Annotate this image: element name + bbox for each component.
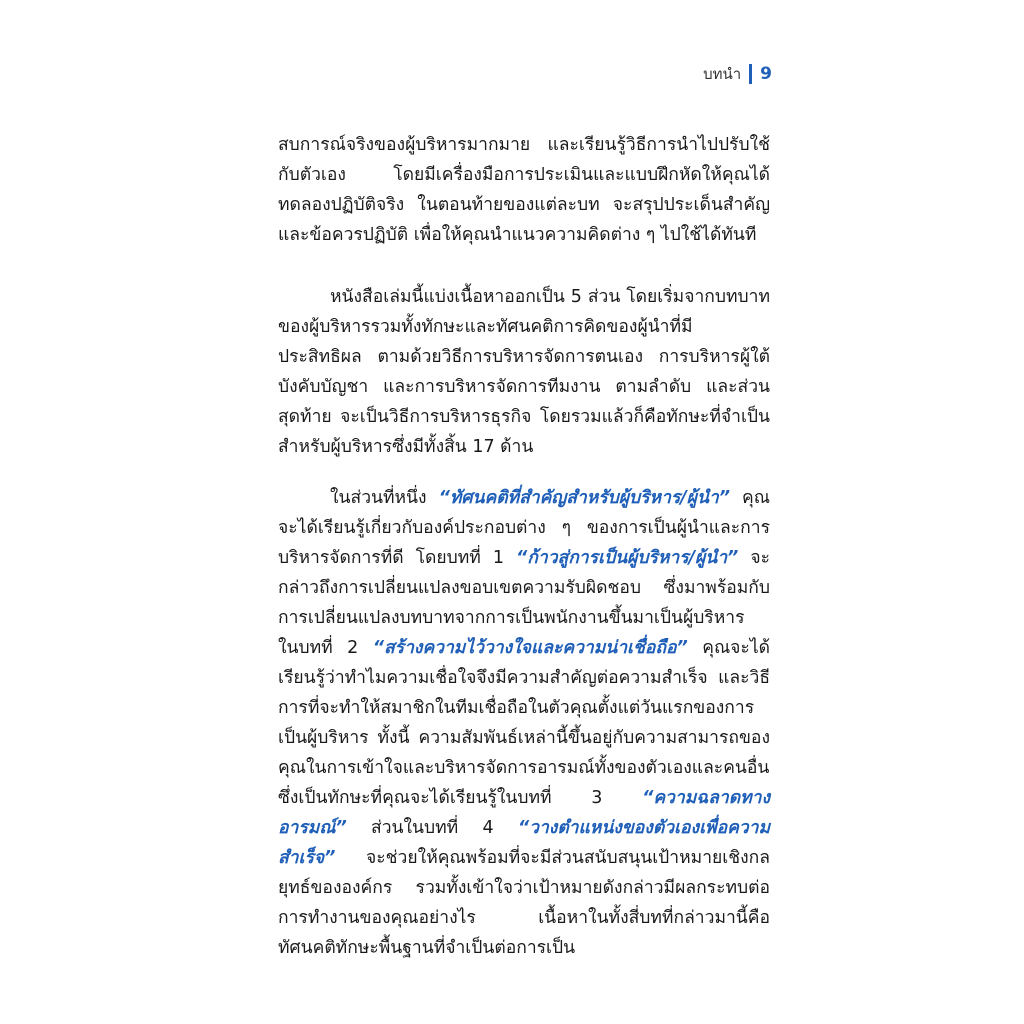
- paragraph-3-text: ส่วนในบทที่ 4: [346, 818, 518, 838]
- paragraph-3-text: จะช่วยให้คุณพร้อมที่จะมีส่วนสนับสนุนเป้าหมายเชิงกลยุทธ์ขององค์กร รวมทั้งเข้าใจว่าเป้าหมายดังกล่าวมีผลกระทบต่อการทำงานของคุณอย่างไร เนื้อหาในทั้งสี่บทที่กล่าวมานี้คือทัศนคติทักษะพื้นฐานที่จำเป็นต่อการเป็น: [278, 848, 770, 958]
- paragraph-3-text: คุณจะได้เรียนรู้ว่าทำไมความเชื่อใจจึงมีความสำคัญต่อความสำเร็จ และวิธีการที่จะทำให้สมาชิกในทีมเชื่อถือในตัวคุณตั้งแต่วันแรกของการเป็นผู้บริหาร ทั้งนี้ ความสัมพันธ์เหล่านี้ขึ้นอยู่กับความสามารถของคุณในการเข้าใจและบริหารจัดการอารมณ์ทั้งของตัวเองและคนอื่น ซึ่งเป็นทักษะที่คุณจะได้เรียนรู้ในบทที่ 3: [278, 638, 771, 808]
- emphasis-chapter-2-title: “สร้างความไว้วางใจและความน่าเชื่อถือ”: [372, 638, 688, 658]
- emphasis-chapter-3-title: “ความฉลาดทางอารมณ์”: [278, 788, 770, 838]
- paragraph-3-text: คุณจะได้เรียนรู้เกี่ยวกับองค์ประกอบต่าง ๆ ของการเป็นผู้นำและการบริหารจัดการที่ดี โดยบทที่ 1: [278, 488, 770, 568]
- paragraph-1: สบการณ์จริงของผู้บริหารมากมาย และเรียนรู้วิธีการนำไปปรับใช้กับตัวเอง โดยมีเครื่องมือการประเมินและแบบฝึกหัดให้คุณได้ทดลองปฏิบัติจริง ในตอนท้ายของแต่ละบท จะสรุปประเด็นสำคัญและข้อควรปฏิบัติ เพื่อให้คุณนำแนวความคิดต่าง ๆ ไปใช้ได้ทันที: [278, 135, 770, 245]
- paragraph-3-text: ในส่วนที่หนึ่ง: [330, 488, 439, 508]
- paragraph-2: หนังสือเล่มนี้แบ่งเนื้อหาออกเป็น 5 ส่วน โดยเริ่มจากบทบาทของผู้บริหารรวมทั้งทักษะและทัศนคติการคิดของผู้นำที่มีประสิทธิผล ตามด้วยวิธีการบริหารจัดการตนเอง การบริหารผู้ใต้บังคับบัญชา และการบริหารจัดการทีมงาน ตามลำดับ และส่วนสุดท้าย จะเป็นวิธีการบริหารธุรกิจ โดยรวมแล้วก็คือทักษะที่จำเป็นสำหรับผู้บริหารซึ่งมีทั้งสิ้น 17 ด้าน: [278, 287, 770, 457]
- paragraph-3-text: จะกล่าวถึงการเปลี่ยนแปลงขอบเขตความรับผิดชอบ ซึ่งมาพร้อมกับการเปลี่ยนแปลงบทบาทจากการเป็นพนักงานขึ้นมาเป็นผู้บริหาร ในบทที่ 2: [278, 548, 771, 658]
- page-number: 9: [760, 64, 772, 84]
- running-header: [703, 62, 772, 86]
- emphasis-chapter-4-title: “วางตำแหน่งของตัวเองเพื่อความสำเร็จ”: [278, 818, 770, 868]
- header-divider: [749, 64, 752, 84]
- paragraph-3: [278, 483, 770, 963]
- emphasis-part-one-title: “ทัศนคติที่สำคัญสำหรับผู้บริหาร/ผู้นำ”: [438, 488, 730, 508]
- emphasis-chapter-1-title: “ก้าวสู่การเป็นผู้บริหาร/ผู้นำ”: [516, 548, 739, 568]
- chapter-label: บทนำ: [703, 65, 742, 83]
